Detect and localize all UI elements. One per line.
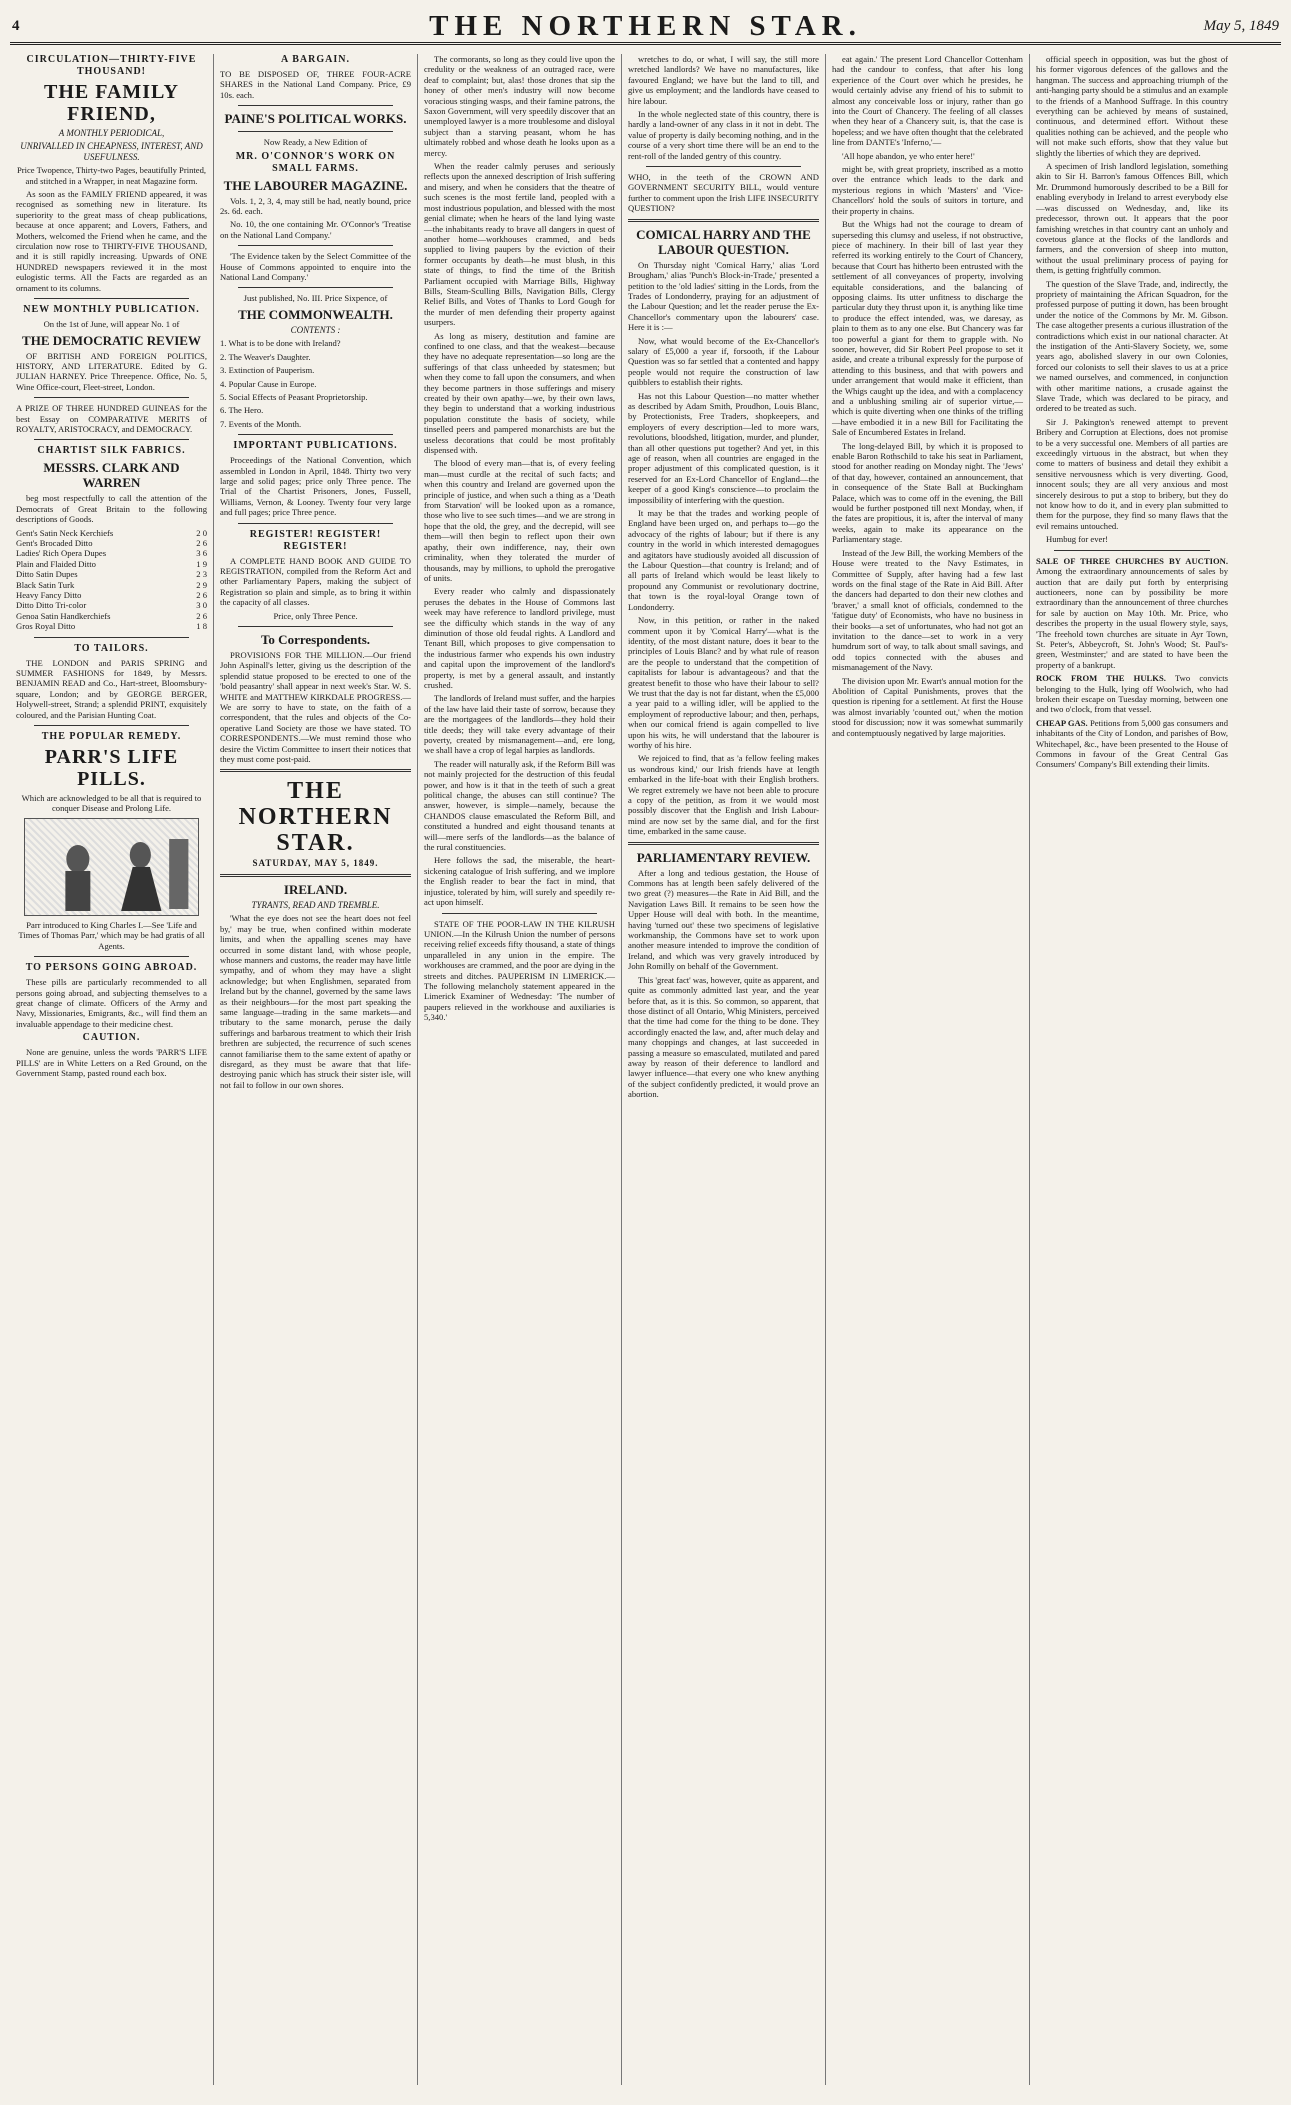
parliamentary-review-article (628, 868, 819, 1100)
paragraph: wretches to do, or what, I will say, the still more wretched landlords? We have no manufactures, like favoured England; we have but the land to till, and give us employment; and the landlords have ceased to hire labour. (628, 54, 819, 106)
paragraph: might be, with great propriety, inscribed as a motto over the entrance which leads to the dark and mysterious regions in which 'Masters' and 'Vice-Chancellors' hold the souls of suitors in torture, and their property in chains. (832, 164, 1023, 216)
price-value: 3 6 (196, 548, 207, 559)
ireland-continued (424, 54, 615, 908)
comical-harry-heading: COMICAL HARRY AND THE LABOUR QUESTION. (636, 226, 811, 257)
abroad-body: These pills are particularly recommended to all persons going abroad, and subjecting themselves to a great change of climate. Officers of the Army and Navy, Missionaries, Emigrants, &c., will find them an invaluable appendage to their medicine chest. (16, 977, 207, 1029)
divider (34, 298, 189, 299)
bargain-heading: A BARGAIN. (281, 54, 350, 65)
paine-sub: Now Ready, a New Edition of (263, 137, 368, 148)
column-2 (214, 54, 418, 2085)
prize-notice: A PRIZE OF THREE HUNDRED GUINEAS for the best Essay on COMPARATIVE MERITS of ROYALTY, ARISTOCRACY, and DEMOCRACY. (16, 403, 207, 434)
chancery-article (832, 54, 1023, 738)
paragraph: Has not this Labour Question—no matter whether as described by Adam Smith, Proudhon, Louis Blanc, by Protectionists, Free Traders, shopkeepers, and employers of every description—led to more wars, revolutions, bloodshed, litigation, murder, and plunder, than all other questions put together? And yet, in this age of reason, when all countries are engaged in the proper adjustment of this complicated question, is it reserved for an Ex-Lord Chancellor of England—the keeper of a good King's conscience—to proclaim the impossibility of interfering with the question. (628, 390, 819, 505)
oconnor-heading: MR. O'CONNOR'S WORK ON SMALL FARMS. (235, 150, 396, 174)
paragraph: Now, in this petition, or rather in the naked comment upon it by 'Comical Harry'—what is the identity, of the most distant nature, does it bear to the principles of Louis Blanc? and by what rule of reason are the people to understand that the competition of capitalists for labour is advantageous? and that the greatest benefit to those who have their labour to sell? We trust that the day is not far distant, when the £5,000 a year paid to a willing idler, will be applied to the employment of reproductive labour; and then, perhaps, when our comical friend is again compelled to live upon his wits, he will understand that the labourer is worthy of his hire. (628, 615, 819, 750)
paragraph: On Thursday night 'Comical Harry,' alias 'Lord Brougham,' alias 'Punch's Block-in-Trade,' presented a petition to the 'old ladies' sitting in the Lords, from the Trades of Londonderry, praying for an adjustment of the Labour Question; and let the reader peruse the Ex-Chancellor's commentary upon the labourers' case. Here it is :— (628, 259, 819, 333)
price-value: 1 9 (196, 558, 207, 569)
gas-body: Petitions from 5,000 gas consumers and inhabitants of the City of London, and parishes of Bow, Whitechapel, &c., have been presented to the House of Commons in favour of the Great Central Gas Consumers' Company's Bill extending their limits. (1036, 717, 1228, 770)
correspondents-heading: To Correspondents. (260, 632, 371, 647)
price-value: 2 6 (196, 590, 207, 600)
price-item: Black Satin Turk (16, 579, 75, 590)
paragraph: After a long and tedious gestation, the House of Commons has at length been safely delivered of the two great (?) measures—the Rate in Aid Bill, and the Navigation Laws Bill. It remains to be seen how the Upper House will deal with both. In the meantime, having 'turned out' these two specimens of legislative workmanship, the Commons have set to work upon another measure intended to improve the condition of Ireland, and which was very gravely introduced by John Romilly on behalf of the Government. (628, 867, 819, 972)
caution-heading: CAUTION. (82, 1032, 141, 1044)
paragraph: We rejoiced to find, that as 'a fellow feeling makes us wondrous kind,' our Irish friends have at length embarked in the life-boat with their English brothers. We regret extremely we have not been able to procure a copy of the petition, as from it we would most possibly discover that the English and Irish Labour-mind are now set by the same dial, and for the first time, embarked in the same cause. (628, 753, 819, 837)
paragraph: Every reader who calmly and dispassionately peruses the debates in the House of Commons last week may have reference to landlord privilege, must see the difficulty which stands in the way of any diminution of those old feudal rights. A Landlord and Tenant Bill, which proposes to give compensation to the industrious farmer who expends his own industry and capital upon the improvement of the landlord's property, is met by a general assault, and instantly crushed. (424, 586, 615, 690)
column-4 (622, 54, 826, 2085)
paragraph: Humbug for ever! (1046, 534, 1109, 545)
tailors-body: THE LONDON and PARIS SPRING and SUMMER FASHIONS for 1849, by Messrs. BENJAMIN READ and Co., Hart-street, Bloomsbury-square, London; and by GEORGE BERGER, Holywell-street, Strand; a splendid PRINT, exquisitely coloured, and the Parisian Hunting Coat. (16, 657, 207, 720)
contents-item: 6. The Hero. (220, 405, 264, 416)
contents-label: CONTENTS : (290, 324, 341, 335)
paragraph: The cormorants, so long as they could live upon the credulity or the weakness of an outraged race, were deaf to complaint; but, alas! those drones that sip the honey of other men's industry will now become voracious stinging wasps, and their famine patrons, the Saxon Government, will very speedily discover that an unemployed lawyer is a more troublesome and disloyal subject than a starving peasant, whom he has ultimately robbed and whose death he looks upon as a mercy. (424, 54, 615, 158)
paragraph: The blood of every man—that is, of every feeling man—must curdle at the recital of such facts; and when this country and Ireland are governed upon the principle of justice, and when such a thing as a 'Death from Starvation' will be looked upon as a romance, those who live to see such times—and we are strong in hope that the old, the grey, and the decrepid, will see them—will then begin to reflect upon their own apathy, their own indifference, nay, their own criminality, when they tolerated the murder of thousands, may by millions, to uphold the prerogative of units. (424, 458, 615, 583)
divider (442, 913, 597, 914)
ireland-subheading: TYRANTS, READ AND TREMBLE. (251, 899, 380, 910)
contents-item: 5. Social Effects of Peasant Proprietorship. (220, 391, 368, 402)
price-item: Plain and Flaided Ditto (16, 558, 96, 569)
pills-heading: THE POPULAR REMEDY. (41, 731, 182, 743)
hulks-body: Two convicts belonging to the Hulk, lying off Woolwich, who had broken their escape on Tuesday morning, between one and two o'clock, from that vessel. (1036, 673, 1228, 715)
contents-item: 3. Extinction of Pauperism. (220, 365, 315, 376)
contents-item: 7. Events of the Month. (220, 418, 302, 429)
paragraph: A specimen of Irish landlord legislation, something akin to Sir H. Barron's famous Offences Bill, which Mr. Drummond humorously described to be a Bill for enabling everybody in Ireland to arrest everybody else—was discussed on Wednesday, and, like its predecessor, thrown out. It appears that the poor famishing wretches in that country cant an unholy and covetous glance at the flocks of the landlords and farmers, and the conversion of sheep into mutton, without the usual preliminary process of paying for them, is getting frightfully common. (1036, 161, 1228, 276)
divider (238, 626, 393, 627)
column-3 (418, 54, 622, 2085)
paragraph: Here follows the sad, the miserable, the heart-sickening catalogue of Irish suffering, and we implore the English reader to bear the fact in mind, that injustice, tolerated by him, will surely and speedily re-act upon himself. (424, 855, 615, 908)
price-list (16, 528, 207, 632)
price-item: Ditto Satin Dupes (16, 569, 78, 580)
masthead (10, 10, 1281, 45)
divider (628, 842, 819, 845)
price-row (16, 580, 207, 590)
divider (34, 439, 189, 440)
price-value: 2 0 (196, 527, 207, 538)
paragraph: This 'great fact' was, however, quite as apparent, and quite as commonly admitted last year, and the year before that, as it is this. So common, so apparent, that those distinct of all Ontario, Whig Ministers, perceived that the time had come for the thing to be done. They accordingly enacted the law, and, after much delay and many choppings and changes, at last succeeded in passing a measure so emasculated, mutilated and pared away by reason of their deference to landlord and lawyer influence—that every one who knew anything of the subject confidently predicted, it would prove an abortion. (628, 974, 820, 1100)
register-body: A COMPLETE HAND BOOK AND GUIDE TO REGISTRATION, compiled from the Reform Act and other Parliamentary Papers, making the subject of Registration so plain and simple, as to bring it within the capacity of all classes. (220, 555, 411, 608)
ireland-heading: IRELAND. (283, 881, 348, 897)
price-value: 1 8 (196, 621, 207, 632)
price-value: 3 0 (196, 600, 207, 611)
paragraph: eat again.' The present Lord Chancellor Cottenham had the candour to confess, that after his long experience of the Court over which he presides, he would certainly advise any friend of his to submit to almost any conceivable loss or injury, rather than go into the Court of Chancery. The feeling of all classes when they hear of a Chancery suit, is, that the case is hopeless; and we have often thought that the celebrated line from DANTE's 'Inferno,'— (832, 54, 1023, 148)
columns (10, 54, 1281, 2085)
column-5 (826, 54, 1030, 2085)
abroad-heading: TO PERSONS GOING ABROAD. (25, 962, 198, 974)
family-friend-title: THE FAMILY FRIEND, (43, 81, 180, 125)
family-friend-price: Price Twopence, Thirty-two Pages, beautifully Printed, and stitched in a Wrapper, in neat Magazine form. (16, 165, 207, 186)
register-price: Price, only Three Pence. (273, 610, 358, 621)
paragraph: 'All hope abandon, ye who enter here!' (842, 150, 975, 161)
price-row (16, 611, 207, 621)
price-row (16, 559, 207, 569)
price-item: Heavy Fancy Ditto (16, 590, 82, 600)
paragraph: Now, what would become of the Ex-Chancellor's salary of £5,000 a year if, forsooth, if the Labour Question was so far settled that a contented and happy people would not require the construction of law quibblers to establish their rights. (628, 335, 819, 388)
review-heading: NEW MONTHLY PUBLICATION. (23, 304, 200, 316)
column-1 (10, 54, 214, 2085)
correspondents-body: PROVISIONS FOR THE MILLION.—Our friend John Aspinall's letter, giving us the description of the splendid statue proposed to be erected to one of the 'bold peasantry' shall appear in next week's Star. W. S. WHITE and MATTHEW KIRKDALE PROGRESS.—We are sorry to have to state, on the faith of a correspondent, that the rules and objects of the Co-operative Land Society are those we have stated. TO CORRESPONDENTS.—We must remind those who desire the Victim Committee to insert their notices that they must come post-paid. (220, 650, 411, 765)
divider (238, 287, 393, 288)
price-value: 2 6 (196, 537, 207, 548)
ireland-body: 'What the eye does not see the heart does not feel by,' may be true, when confined within moderate limits, and when the appalling scenes may have occurred in some distant land, with whose people, whose manners and customs, the reader may have little sympathy, and of whom they may have a slight acknowledge; but when Englishmen, separated from Ireland but by the channel, governed by the same laws as their neighbours—for the most part speaking the same language—trading in the same markets—and tributary to the same monarch, peruse the daily sufferings and barbarous treatment to which their Irish brethren are subjected, the recurrence of such scenes cannot familiarise them to the same extent of apathy or disregard, as they must be aware that that life-destroying panic which has struck their sister isle, will not fail to follow in our own shores. (220, 913, 411, 1090)
price-item: Gros Royal Ditto (16, 621, 76, 632)
important-body: Proceedings of the National Convention, which assembled in London in April, 1848. Thirty two very large and solid pages; price only Three pence. The Trial of the Chartist Prisoners, Jones, Fussell, Williams, Vernon, & Looney. Twenty four very large and full pages; price Three pence. (220, 455, 411, 518)
price-row (16, 538, 207, 548)
divider (628, 219, 819, 222)
price-item: Gent's Satin Neck Kerchiefs (16, 527, 114, 538)
important-heading: IMPORTANT PUBLICATIONS. (233, 440, 398, 452)
editorial-flag: THE NORTHERN STAR. (238, 778, 393, 857)
price-item: Gent's Brocaded Ditto (16, 537, 93, 548)
family-friend-sub: A MONTHLY PERIODICAL, (58, 128, 165, 138)
paragraph: The division upon Mr. Ewart's annual motion for the Abolition of Capital Punishments, proves that the question is ripening for a settlement. At first the House was almost invariably 'counted out,' when the motion stood for discussion; now it was somewhat summarily and contemptuously negatived by large majorities. (832, 675, 1023, 738)
price-row (16, 600, 207, 610)
comical-harry-article (628, 260, 819, 837)
divider (238, 131, 393, 132)
contents-list (220, 338, 411, 429)
paragraph: It may be that the trades and working people of England have been urged on, and perhaps to—go the advocacy of the rights of labour; but if there is any country in the world in which interested demagogues and agitators have studiously avoided all discussion of the Labour Question—that country is Ireland; and of all parts of Ireland which would be least likely to propound any Communist or revolutionary doctrine, that town is the royal-loyal Orange town of Londonderry. (628, 508, 819, 612)
paragraph: As long as misery, destitution and famine are confined to one class, and that the weakest—because they have no adequate representation—so long are the sufferings of that class unheeded by statesmen; but when they come to fall upon the consumers, and when they become partners in those sufferings and misery created by their own apathy—we, by their own laws, they begin to understand that a working industrious population constitute the basis of society, while tinselled peers and pampered monarchists are but the useless decorations that could be most profitably dispensed with. (424, 330, 615, 456)
engraving-illustration (24, 818, 199, 916)
paragraph: Sir J. Pakington's renewed attempt to prevent Bribery and Corruption at Elections, does not promise to be a very successful one. Members of all parties are exceedingly virtuous in the abstract, but when they come to matters of business and detail they exhibit a sensitive nervousness which is very diverting. Good, innocent souls; they are all very anxious and most sincerely desirous to put a stop to bribery, but they do not know how to do it, and in every plan submitted to them for the purpose, they find so many flaws that the evil remains untouched. (1036, 416, 1228, 531)
paine-heading: PAINE'S POLITICAL WORKS. (224, 111, 407, 127)
price-row (16, 590, 207, 600)
divider (34, 637, 189, 638)
democratic-review-title: THE DEMOCRATIC REVIEW (22, 332, 201, 348)
divider (220, 769, 411, 772)
price-row (16, 621, 207, 631)
silk-body: beg most respectfully to call the attention of the Democrats of Great Britain to the following descriptions of Goods. (16, 493, 207, 525)
contents-item: 4. Popular Cause in Europe. (220, 378, 317, 389)
parliament-notes (1036, 54, 1228, 545)
price-item: Ladies' Rich Opera Dupes (16, 548, 107, 559)
paragraph: The long-delayed Bill, by which it is proposed to enable Baron Rothschild to take his seat in Parliament, stood for another reading on Monday night. The 'Jews' of that day, however, contained an announcement, that in consequence of the State Ball at Buckingham Palace, which was to come off in the evening, the Bill would be further postponed till next Monday, when, if the fates are propitious, it is, after the interval of many weeks, again to make its appearance on the Parliamentary stage. (832, 440, 1023, 545)
price-row (16, 528, 207, 538)
paragraph: When the reader calmly peruses and seriously reflects upon the annexed description of Irish suffering and misery, and when he considers that the theatre of such scenes is the most fertile land, peopled with a most industrious population, and blessed with the most genial climate; when he hears of the land lying waste—the inhabitants ready to brave all dangers in quest of another home—workhouses crammed, and beds supplied to living paupers by the eviction of their former occupants by death—he must blush, in this state of things, to find the time of the British Parliament occupied with Marriage Bills, Highway Bills, Steam-Sculling Bills, Navigation Bills, Clergy Relief Bills, and Votes of Thanks to Lord Gough for the murder of men defending their property against usurpers. (424, 161, 615, 328)
democratic-review-body: OF BRITISH AND FOREIGN POLITICS, HISTORY, AND LITERATURE. Edited by G. JULIAN HARNEY. Price Threepence. Office, No. 5, Wine Office-court, Fleet-street, London. (16, 350, 207, 392)
churches-heading: SALE OF THREE CHURCHES BY AUCTION. (1036, 555, 1228, 566)
paragraph: In the whole neglected state of this country, there is hardly a land-owner of any class in it not in debt. The value of property is daily becoming nothing, and in the course of a very short time there will be an end to the rent-roll of the landed gentry of this country. (628, 109, 819, 161)
newspaper-title: THE NORTHERN STAR. (429, 10, 862, 42)
price-value: 2 9 (196, 579, 207, 590)
paragraph: Instead of the Jew Bill, the working Members of the House were treated to the Navy Estimates, in Committee of Supply, after having had a few last words on the final stage of the Rate in Aid Bill. After the dancers had departed to don their new clothes and 'braver,' a small knot of officials, condemned to the 'fatigue duty' of Economists, who have no business in their books—a set of unfortunates, who had not got an invitation to the dance—set to work in a very humdrum sort of way, to talk about small savings, and odd topics connected with the abuses and mismanagement of the Navy. (832, 547, 1023, 673)
commonwealth-sub: Just published, No. III. Price Sixpence, of (243, 293, 388, 304)
churches-body: Among the extraordinary announcements of sales by auction that are daily put forth by enterprising auctioneers, none can by possibility be more extraordinary than the announcement of three churches for sale by auction on May 10th. Mr. Price, who describes the property in the usual flowery style, says, 'The freehold town churches are situate in Ayr Town, St. Peter's, Abbeycroft, St. John's Wood; St. Paul's-green, Westminster;' and are stated to have been the property of a bankrupt. (1036, 566, 1228, 670)
price-item: Genoa Satin Handkerchiefs (16, 610, 111, 621)
hulks-heading: ROCK FROM THE HULKS. (1036, 673, 1166, 684)
price-item: Ditto Ditto Tri-color (16, 600, 87, 611)
divider (238, 245, 393, 246)
price-row (16, 569, 207, 579)
engraving-figures (25, 819, 198, 915)
issue-date: May 5, 1849 (1203, 18, 1279, 34)
evidence-notice: 'The Evidence taken by the Select Committee of the House of Commons appointed to enquire into the National Land Company.' (220, 251, 411, 283)
silk-firm: MESSRS. CLARK AND WARREN (43, 460, 180, 491)
ireland-conclusion (628, 54, 819, 161)
commonwealth-heading: THE COMMONWEALTH. (238, 306, 393, 322)
hulks-item (1036, 673, 1228, 715)
paragraph: But the Whigs had not the courage to dream of superseding this clumsy and useless, if not obstructive, piece of machinery. In their bill of last year they referred its working entirely to the Court of Chancery, because that Court has hitherto been entrusted with the settlement of all conveyances of property, involving equitable considerations, and the balancing of opposing claims. Its utter unfitness to discharge the particular duty they thrust upon it, is anything like time to produce the effect intended, was, we daresay, as plain to them as to any one else. But Chancery was far too powerful a giant for them to grapple with. No sooner, however, did Sir Robert Peel propose to set it aside, and create a tribunal expressly for the purpose of attending to this business, and that with powers and under arrangement that would make it efficient, than the Whigs caught up the idea, and with a complacency and a unblushing smiling air of superior virtue,—which is quite diverting when one thinks of the trifling—have embodied it in a new Bill for Facilitating the Sale of Encumbered Estates in Ireland. (832, 219, 1023, 438)
newspaper-page (10, 10, 1281, 2085)
circulation-banner: CIRCULATION—THIRTY-FIVE THOUSAND! (26, 54, 197, 77)
price-value: 2 3 (196, 569, 207, 580)
contents-item: 1. What is to be done with Ireland? (220, 338, 341, 349)
caution-body: None are genuine, unless the words 'PARR'S LIFE PILLS' are in White Letters on a Red Ground, on the Government Stamp, pasted round each box. (16, 1047, 207, 1078)
paragraph: The reader will naturally ask, if the Reform Bill was not mainly projected for the destruction of this feudal power, and how is it that in the teeth of such a great political change, the abuses can still continue? The answer, however, is simple—namely, because the CHANDOS clause emasculated the Reform Bill, and constituted a hundred and eight thousand tenants at will—mere serfs of the landlords—as the balance of the rural constituencies. (424, 758, 615, 853)
register-heading: REGISTER! REGISTER! REGISTER! (249, 528, 382, 552)
gas-item (1036, 718, 1228, 770)
contents-item: 2. The Weaver's Daughter. (220, 351, 311, 362)
column-6 (1030, 54, 1234, 2085)
review-sub: On the 1st of June, will appear No. 1 of (43, 319, 180, 330)
crown-security-notice: WHO, in the teeth of the CROWN AND GOVERNMENT SECURITY BILL, would venture further to comment upon the Irish LIFE INSECURITY QUESTION? (628, 172, 819, 214)
price-row (16, 548, 207, 558)
labourer-note: No. 10, the one containing Mr. O'Connor's 'Treatise on the National Land Company.' (220, 219, 411, 240)
divider (238, 105, 393, 106)
bargain-body: TO BE DISPOSED OF, THREE FOUR-ACRE SHARES in the National Land Company. Price, £9 10s. each. (220, 69, 411, 100)
divider (238, 523, 393, 524)
paragraph: official speech in opposition, was but the ghost of his former vigorous defences of the gallows and the hangman. The success and approaching triumph of the anti-hanging party should be a stimulus and an example to the friends of a Manhood Suffrage. In this country everything can be achieved by means of sustained, continuous, and determined effort. Without these qualities nothing can be achieved, and the people who will not make such efforts, show that they value but slightly the liberties of which they are deprived. (1036, 54, 1228, 158)
labourer-body: Vols. 1, 2, 3, 4, may still be had, neatly bound, price 2s. 6d. each. (220, 195, 411, 217)
parliamentary-review-heading: PARLIAMENTARY REVIEW. (636, 849, 811, 865)
family-friend-body: As soon as the FAMILY FRIEND appeared, it was recognised as something new in literature. Its superiority to the great mass of cheap publications, because at once apparent; and Lovers, Fathers, and Mothers, welcomed the Friend when he came, and the circulation now rose to THIRTY-FIVE THOUSAND, and it is still rapidly increasing. Upwards of ONE HUNDRED newspapers reviewed it in the most eulogistic terms. All the Facts are regarded as an ornament to its columns. (16, 189, 207, 293)
gas-heading: CHEAP GAS. (1036, 717, 1088, 728)
divider (646, 166, 801, 167)
divider (1054, 550, 1210, 551)
divider (238, 434, 393, 435)
divider (34, 956, 189, 957)
paragraph: The question of the Slave Trade, and, indirectly, the propriety of maintaining the African Squadron, for the professed purpose of putting it down, has been brought under the notice of the Commons by Mr. M. Gibson. The case altogether presents a curious illustration of the contradictions which exist in our national character. At the instigation of the Anti-Slavery Society, we, some years ago, abolished slavery in our own Colonies, forced our colonists to sell their slaves to us at a price we named ourselves, and commenced, in conjunction with other maritime nations, a crusade against the Slave Trade, which was declared to be piracy, and ordered to be treated as such. (1036, 278, 1228, 414)
page-number: 4 (12, 18, 20, 34)
divider (34, 725, 189, 726)
pills-sub: Which are acknowledged to be all that is required to conquer Disease and Prolong Life. (21, 793, 202, 814)
kilrush-report: STATE OF THE POOR-LAW IN THE KILRUSH UNION.—In the Kilrush Union the number of persons receiving relief exceeds fifty thousand, a state of things unparalleled in any union in the empire. The workhouses are crammed, and the poor are dying in the streets and ditches. PAUPERISM IN LIMERICK.—The following melancholy statement appeared in the Limerick Examiner of Wednesday: 'The number of paupers relieved in the workhouse and auxiliaries is 5,340.' (424, 918, 615, 1023)
editorial-date: SATURDAY, MAY 5, 1849. (252, 858, 379, 869)
tailors-heading: TO TAILORS. (74, 642, 149, 654)
churches-item (1036, 556, 1228, 670)
pills-title: PARR'S LIFE PILLS. (44, 746, 179, 791)
silk-heading: CHARTIST SILK FABRICS. (37, 445, 186, 457)
divider (220, 874, 411, 877)
price-value: 2 6 (196, 610, 207, 621)
paragraph: The landlords of Ireland must suffer, and the harpies of the law have laid their taste of sorrow, because they are the mortgagees of the landlords—they hold their title deeds; they will take every advantage of their poverty, created by mismanagement—and, ere long, we shall have a crop of legal harpies as landlords. (424, 693, 615, 756)
pills-caption: Parr introduced to King Charles I.—See 'Life and Times of Thomas Parr,' which may be had gratis of all Agents. (18, 919, 205, 951)
divider (34, 397, 189, 398)
labourer-heading: THE LABOURER MAGAZINE. (223, 177, 408, 193)
family-friend-sub2: UNRIVALLED IN CHEAPNESS, INTEREST, AND USEFULNESS. (20, 141, 203, 162)
